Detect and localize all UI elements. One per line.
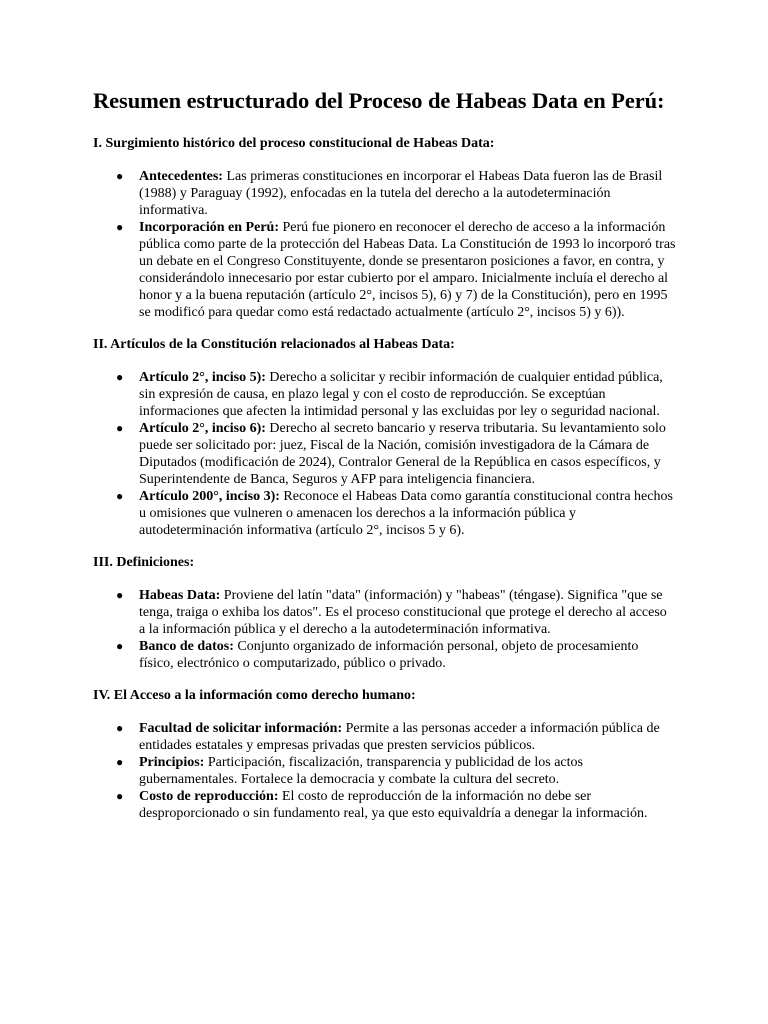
bullet-list: [93, 369, 676, 539]
section-definiciones: [93, 554, 676, 672]
item-label: Habeas Data:: [139, 588, 221, 603]
bullet-icon: ●: [116, 370, 124, 384]
item-text: Reconoce el Habeas Data como garantía constitucional contra hechos u omisiones que vulneren o amenacen los derechos a la información pública y autodeterminación informativa (artículo 2°, incisos 5 y 6).: [139, 489, 673, 538]
list-item: [116, 420, 676, 488]
section-surgimiento: [93, 135, 676, 321]
item-label: Principios:: [139, 755, 205, 770]
list-item: [116, 788, 676, 822]
list-item: [116, 369, 676, 420]
item-text: Derecho al secreto bancario y reserva tributaria. Su levantamiento solo puede ser solicitado por: juez, Fiscal de la Nación, comisión investigadora de la Cámara de Diputados (modificación de 2024), Contralor General de la República en casos específicos, y Superintendente de Banca, Seguros y AFP para inteligencia financiera.: [139, 421, 666, 487]
section-heading: III. Definiciones:: [93, 555, 195, 570]
section-heading: IV. El Acceso a la información como derecho humano:: [93, 688, 416, 703]
list-item: [116, 754, 676, 788]
list-item: [116, 219, 676, 321]
item-label: Banco de datos:: [139, 639, 234, 654]
bullet-icon: ●: [116, 789, 124, 803]
item-label: Antecedentes:: [139, 169, 223, 184]
list-item: [116, 720, 676, 754]
list-item: [116, 587, 676, 638]
list-item: [116, 638, 676, 672]
item-text: Permite a las personas acceder a información pública de entidades estatales y empresas privadas que presten servicios públicos.: [139, 721, 660, 753]
bullet-icon: ●: [116, 169, 124, 183]
bullet-icon: ●: [116, 721, 124, 735]
item-label: Artículo 2°, inciso 5):: [139, 370, 266, 385]
list-item: [116, 168, 676, 219]
section-acceso: [93, 687, 676, 822]
item-text: El costo de reproducción de la información no debe ser desproporcionado o sin fundamento real, ya que esto equivaldría a denegar la información.: [139, 789, 648, 821]
list-item: [116, 488, 676, 539]
document-title: Resumen estructurado del Proceso de Habeas Data en Perú:: [93, 88, 665, 113]
item-label: Costo de reproducción:: [139, 789, 279, 804]
section-articulos: [93, 336, 676, 539]
item-text: Proviene del latín "data" (información) y "habeas" (téngase). Significa "que se tenga, traiga o exhiba los datos". Es el proceso constitucional que protege el derecho al acceso a la información pública y el derecho a la autodeterminación informativa.: [139, 588, 667, 637]
bullet-icon: ●: [116, 639, 124, 653]
bullet-icon: ●: [116, 489, 124, 503]
section-heading: I. Surgimiento histórico del proceso constitucional de Habeas Data:: [93, 136, 495, 151]
bullet-icon: ●: [116, 220, 124, 234]
item-text: Participación, fiscalización, transparencia y publicidad de los actos gubernamentales. Fortalece la democracia y combate la cultura del secreto.: [139, 755, 583, 787]
item-text: Las primeras constituciones en incorporar el Habeas Data fueron las de Brasil (1988) y Paraguay (1992), enfocadas en la tutela del derecho a la autodeterminación informativa.: [139, 169, 663, 218]
item-text: Perú fue pionero en reconocer el derecho de acceso a la información pública como parte de la protección del Habeas Data. La Constitución de 1993 lo incorporó tras un debate en el Congreso Constituyente, donde se presentaron posiciones a favor, en contra, y considerándolo innecesario por estar cubierto por el amparo. Inicialmente incluía el derecho al honor y a la buena reputación (artículo 2°, incisos 5), 6) y 7) de la Constitución), pero en 1995 se modificó para quedar como está redactado actualmente (artículo 2°, incisos 5) y 6)).: [139, 220, 676, 320]
bullet-list: [93, 168, 676, 321]
bullet-icon: ●: [116, 755, 124, 769]
item-text: Conjunto organizado de información personal, objeto de procesamiento físico, electrónico o computarizado, público o privado.: [139, 639, 639, 671]
bullet-list: [93, 587, 676, 672]
item-label: Incorporación en Perú:: [139, 220, 279, 235]
bullet-icon: ●: [116, 421, 124, 435]
item-label: Artículo 2°, inciso 6):: [139, 421, 266, 436]
item-label: Artículo 200°, inciso 3):: [139, 489, 280, 504]
item-label: Facultad de solicitar información:: [139, 721, 343, 736]
bullet-list: [93, 720, 676, 822]
bullet-icon: ●: [116, 588, 124, 602]
item-text: Derecho a solicitar y recibir información de cualquier entidad pública, sin expresión de causa, en plazo legal y con el costo de reproducción. Se exceptúan informaciones que afecten la intimidad personal y las excluidas por ley o seguridad nacional.: [139, 370, 663, 419]
section-heading: II. Artículos de la Constitución relacionados al Habeas Data:: [93, 337, 455, 352]
